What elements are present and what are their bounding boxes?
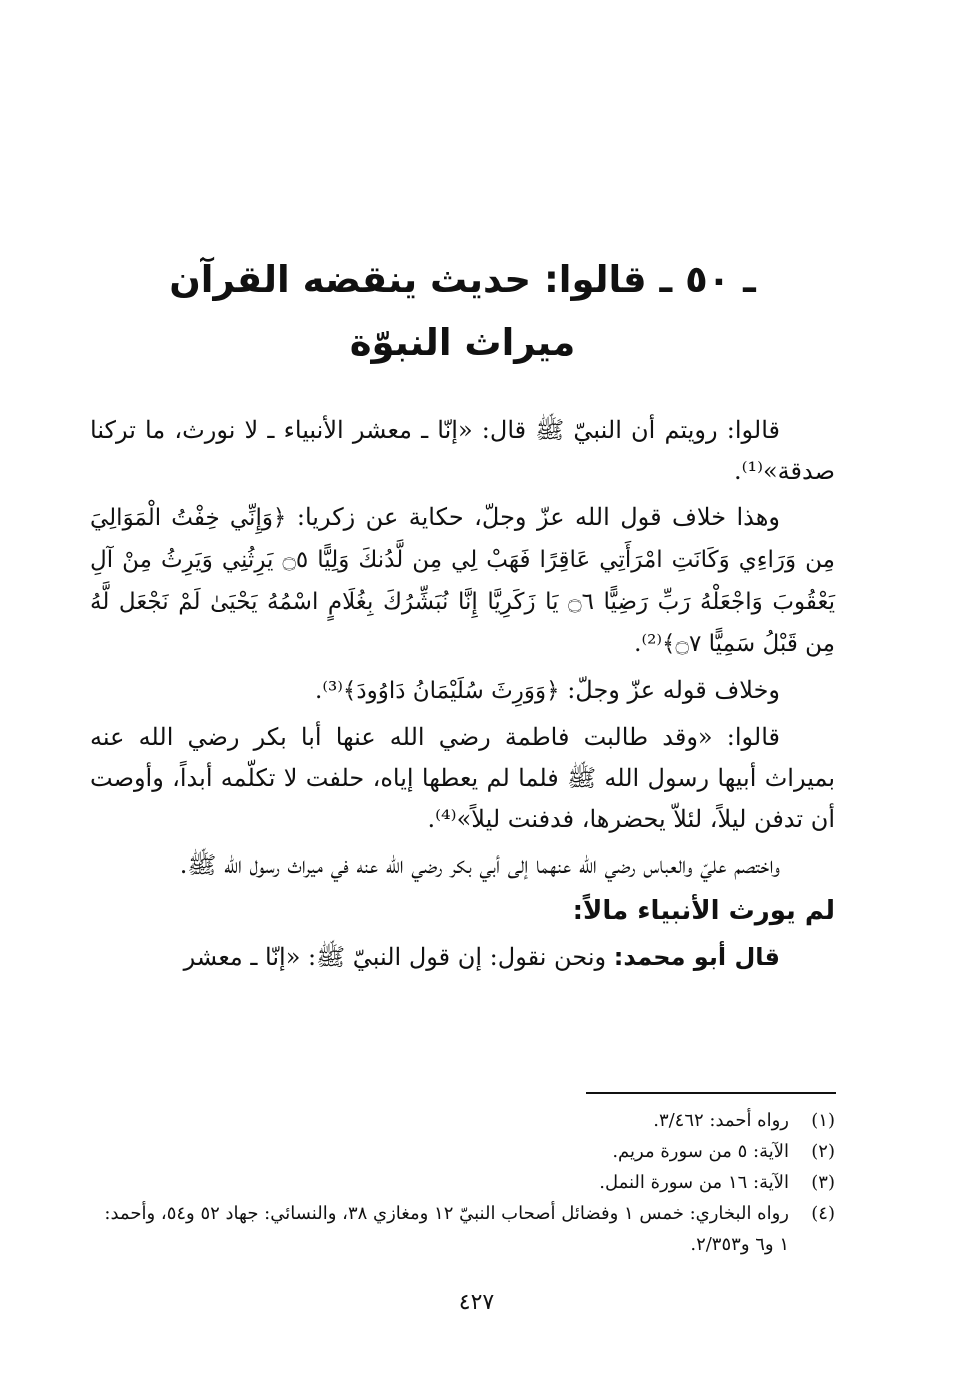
quran-verse-naml: ﴿وَوَرِثَ سُلَيْمَانُ دَاوُودَ﴾⁽³⁾. [315,678,560,704]
paragraph-6-text: ونحن نقول: إن قول النبيّ ﷺ: «إنّا ـ معشر [183,943,607,971]
footnote [90,1105,835,1136]
paragraph-2 [90,497,835,665]
paragraph-3-intro: وخلاف قوله عزّ وجلّ: [567,676,780,704]
body-text [90,410,835,983]
footnote-number: (٢) [811,1141,835,1162]
chapter-title: ـ ٥٠ ـ قالوا: حديث ينقضه القرآن [169,258,756,301]
footnotes [90,1105,835,1260]
footnote [90,1167,835,1198]
footnote-number: (٤) [811,1203,835,1224]
paragraph-2-intro: وهذا خلاف قول الله عزّ وجلّ، حكاية عن زكريا: [296,503,781,531]
footnote-text: رواه البخاري: خمس ١ وفضائل أصحاب النبيّ ١٢ ومغازي ٣٨، والنسائي: جهاد ٥٢ و٥٤، وأحمد: ١ و٦ و٢/٣٥٣. [104,1203,789,1255]
footnote [90,1136,835,1167]
quran-verse-maryam: ﴿وَإِنِّي خِفْتُ الْمَوَالِيَ مِن وَرَاءِي وَكَانَتِ امْرَأَتِي عَاقِرًا فَهَبْ لِي مِن لَّدُنكَ وَلِيًّا ۝٥ يَرِثُنِي وَيَرِثُ مِنْ آلِ يَعْقُوبَ وَاجْعَلْهُ رَبِّ رَضِيًّا ۝٦ يَا زَكَرِيَّا إِنَّا نُبَشِّرُكَ بِغُلَامٍ اسْمُهُ يَحْيَىٰ لَمْ نَجْعَل لَّهُ مِن قَبْلُ سَمِيًّا ۝٧﴾⁽²⁾. [90,505,835,657]
paragraph-6 [90,937,835,978]
footnote-text: الآية: ١٦ من سورة النمل. [599,1172,789,1193]
footnote-text: رواه أحمد: ٣/٤٦٢. [653,1110,789,1131]
footnote-text: الآية: ٥ من سورة مريم. [612,1141,789,1162]
page-number: ٤٢٧ [458,1290,495,1315]
paragraph-5: واختصم عليّ والعباس رضي الله عنهما إلى أبي بكر رضي الله عنه في ميراث رسول الله ﷺ. [179,851,780,879]
paragraph-3 [90,670,835,712]
speaker-label: قال أبو محمد: [613,943,780,971]
footnote [90,1198,835,1260]
footnote-number: (٣) [811,1172,835,1193]
paragraph-4: قالوا: «وقد طالبت فاطمة رضي الله عنها أبا بكر رضي الله عنه بميراث أبيها رسول الله ﷺ فلما لم يعطها إياه، حلفت لا تكلّمه أبداً، وأوصت أن تدفن ليلاً، لئلاّ يحضرها، فدفنت ليلاً»⁽⁴⁾. [90,723,835,833]
paragraph-1: قالوا: رويتم أن النبيّ ﷺ قال: «إنّا ـ معشر الأنبياء ـ لا نورث، ما تركنا صدقة»⁽¹⁾. [90,416,835,485]
chapter-subtitle: ميراث النبوّة [349,321,576,364]
section-subheading: لم يورث الأنبياء مالاً: [572,896,835,926]
footnote-divider [586,1092,836,1094]
footnote-number: (١) [811,1110,835,1131]
